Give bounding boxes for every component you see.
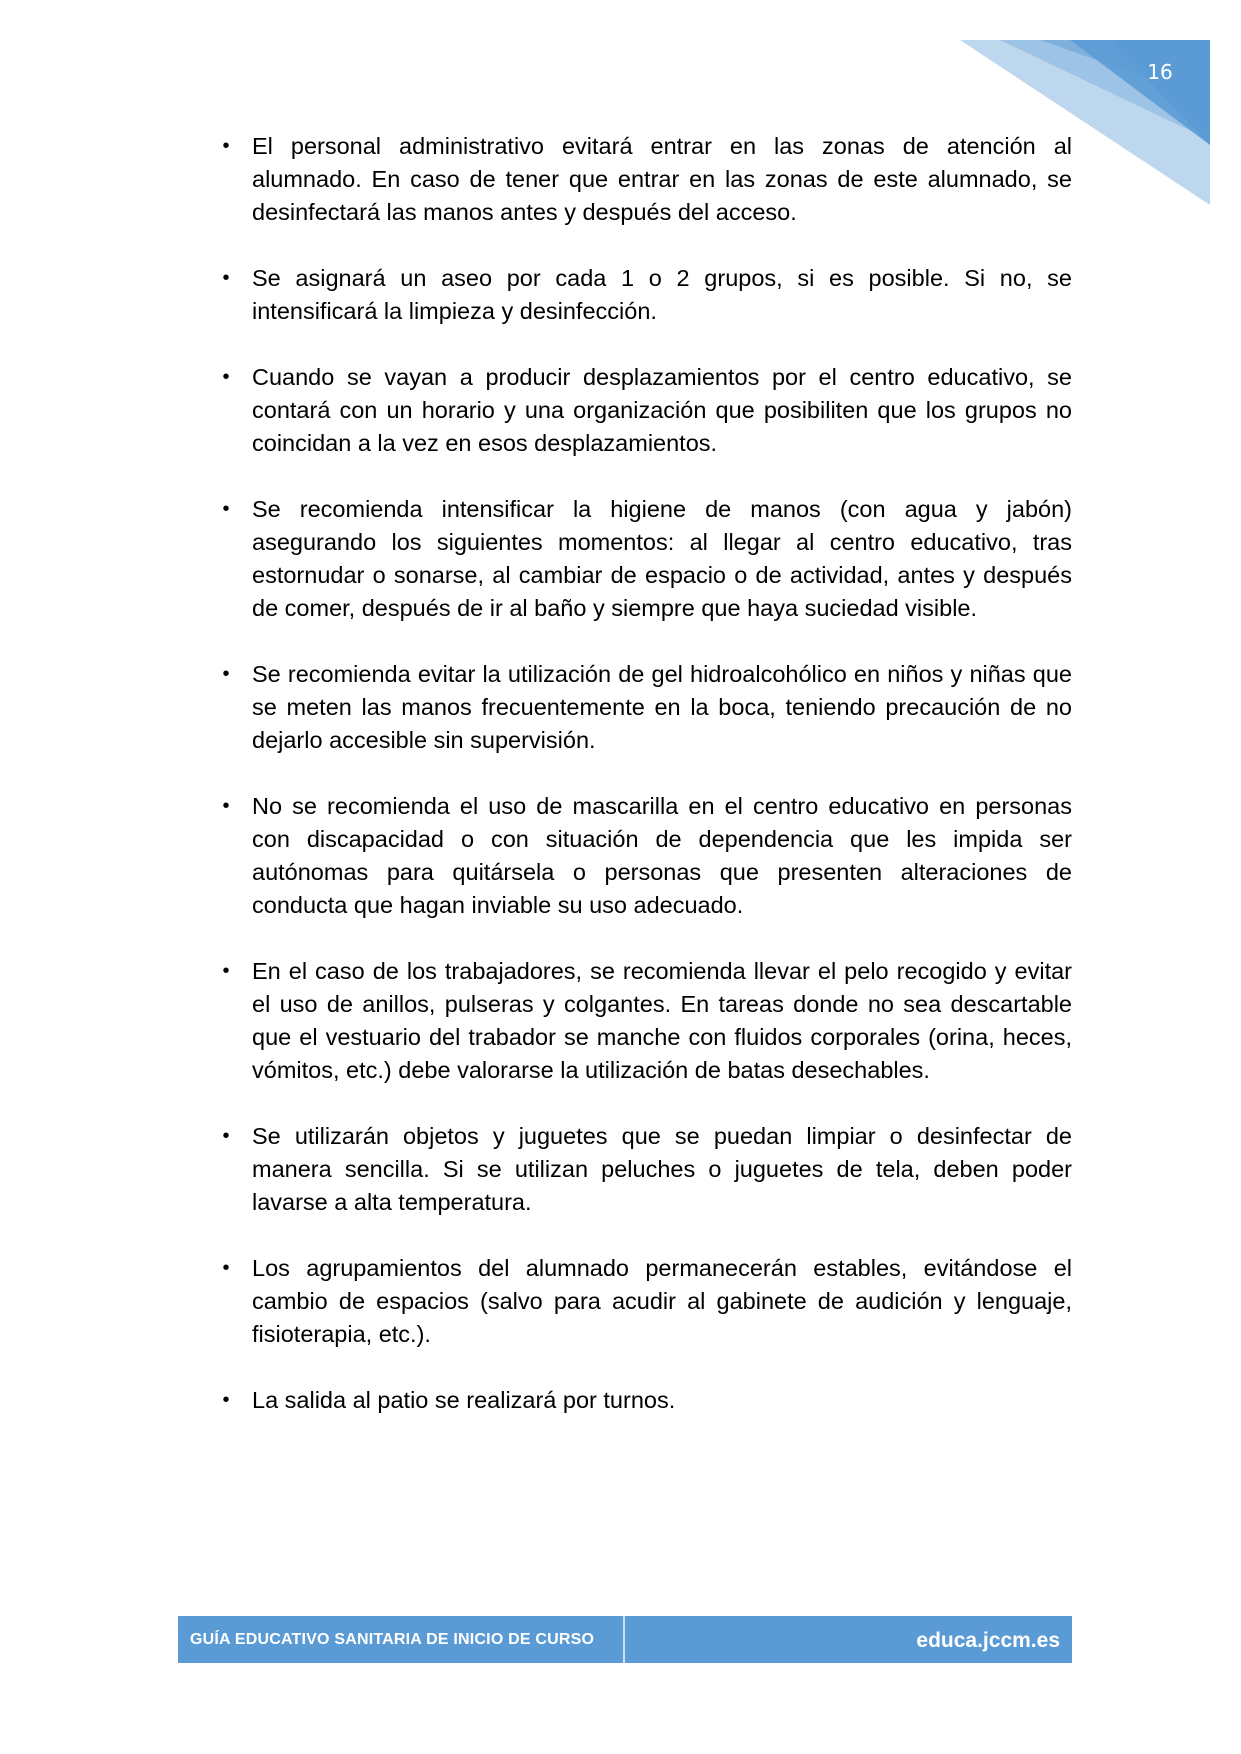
list-item-text: Se utilizarán objetos y juguetes que se puedan limpiar o desinfectar de manera sencilla. Si se utilizan peluches o juguetes de tela, deben poder lavarse a alta temperatura.: [252, 1123, 1072, 1215]
list-item-text: Se recomienda evitar la utilización de gel hidroalcohólico en niños y niñas que se meten las manos frecuentemente en la boca, teniendo precaución de no dejarlo accesible sin supervisión.: [252, 661, 1072, 753]
list-item-text: Cuando se vayan a producir desplazamientos por el centro educativo, se contará con un horario y una organización que posibiliten que los grupos no coincidan a la vez en esos desplazamientos.: [252, 364, 1072, 456]
bullet-icon: •: [222, 135, 230, 157]
list-item-text: Se asignará un aseo por cada 1 o 2 grupos, si es posible. Si no, se intensificará la limpieza y desinfección.: [252, 265, 1072, 324]
bullet-icon: •: [222, 267, 230, 289]
list-item: [216, 1120, 1072, 1219]
bullet-list: [216, 130, 1072, 1450]
page-number: 16: [1147, 60, 1173, 84]
footer-website-link[interactable]: educa.jccm.es: [916, 1629, 1060, 1652]
list-item-text: La salida al patio se realizará por turnos.: [252, 1387, 676, 1413]
bullet-icon: •: [222, 663, 230, 685]
list-item-text: El personal administrativo evitará entrar en las zonas de atención al alumnado. En caso de tener que entrar en las zonas de este alumnado, se desinfectará las manos antes y después del acceso.: [252, 133, 1072, 225]
footer-title: GUÍA EDUCATIVO SANITARIA DE INICIO DE CURSO: [190, 1631, 595, 1648]
footer-bar: [178, 1616, 1072, 1663]
list-item: [216, 658, 1072, 757]
bullet-icon: •: [222, 498, 230, 520]
bullet-icon: •: [222, 366, 230, 388]
bullet-icon: •: [222, 1389, 230, 1411]
list-item-text: No se recomienda el uso de mascarilla en el centro educativo en personas con discapacidad o con situación de dependencia que les impida ser autónomas para quitársela o personas que presenten alteraciones de conducta que hagan inviable su uso adecuado.: [252, 793, 1072, 918]
list-item: [216, 130, 1072, 229]
bullet-icon: •: [222, 1125, 230, 1147]
footer-divider: [623, 1616, 625, 1663]
list-item: [216, 1252, 1072, 1351]
list-item: [216, 955, 1072, 1087]
bullet-icon: •: [222, 795, 230, 817]
bullet-icon: •: [222, 1257, 230, 1279]
list-item: [216, 493, 1072, 625]
list-item-text: En el caso de los trabajadores, se recomienda llevar el pelo recogido y evitar el uso de anillos, pulseras y colgantes. En tareas donde no sea descartable que el vestuario del trabador se manche con fluidos corporales (orina, heces, vómitos, etc.) debe valorarse la utilización de batas desechables.: [252, 958, 1072, 1083]
list-item-text: Los agrupamientos del alumnado permanecerán estables, evitándose el cambio de espacios (salvo para acudir al gabinete de audición y lenguaje, fisioterapia, etc.).: [252, 1255, 1072, 1347]
list-item: [216, 361, 1072, 460]
bullet-icon: •: [222, 960, 230, 982]
list-item: [216, 262, 1072, 328]
list-item-text: Se recomienda intensificar la higiene de manos (con agua y jabón) asegurando los siguientes momentos: al llegar al centro educativo, tras estornudar o sonarse, al cambiar de espacio o de actividad, antes y después de comer, después de ir al baño y siempre que haya suciedad visible.: [252, 496, 1072, 621]
list-item: [216, 1384, 1072, 1417]
list-item: [216, 790, 1072, 922]
